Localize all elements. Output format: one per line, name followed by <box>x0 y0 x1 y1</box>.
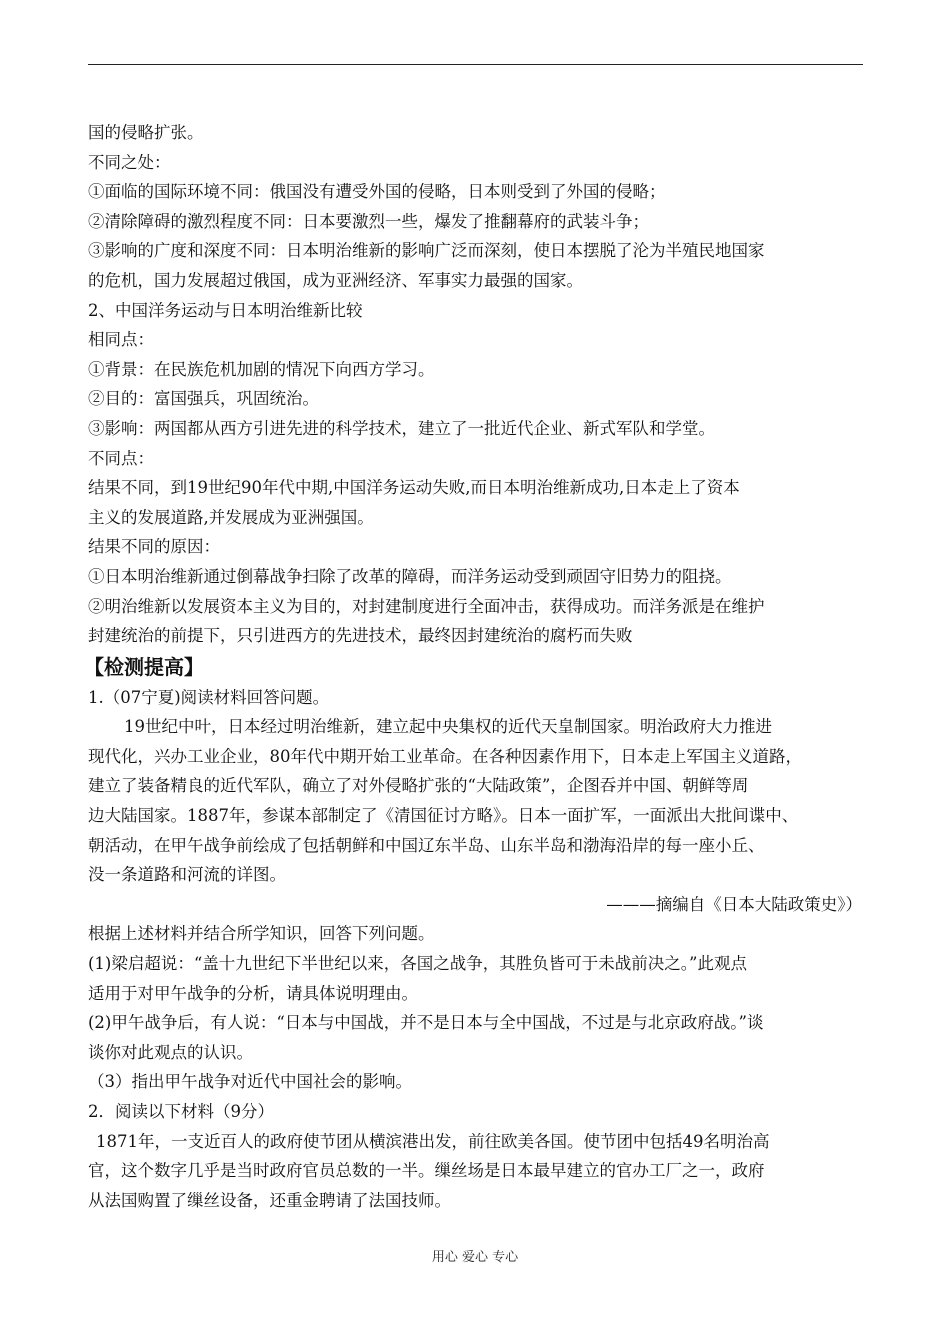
text-line: ②目的：富国强兵，巩固统治。 <box>88 389 319 409</box>
page-footer: 用心 爱心 专心 <box>431 1250 519 1265</box>
sub-question-3: （3）指出甲午战争对近代中国社会的影响。 <box>88 1072 412 1092</box>
text-line: 结果不同的原因： <box>88 537 220 557</box>
section-heading: 【检测提高】 <box>84 654 204 679</box>
passage-line: 没一条道路和河流的详图。 <box>88 865 286 885</box>
passage-line: 边大陆国家。1887年，参谋本部制定了《清国征讨方略》。日本一面扩军，一面派出大批间谍中、 <box>88 806 799 826</box>
question-1-title: 1.（07宁夏)阅读材料回答问题。 <box>88 687 330 707</box>
passage-line: 官，这个数字几乎是当时政府官员总数的一半。缫丝场是日本最早建立的官办工厂之一，政府 <box>88 1161 765 1181</box>
text-line: ①面临的国际环境不同：俄国没有遭受外国的侵略，日本则受到了外国的侵略； <box>88 182 666 202</box>
text-line: ②明治维新以发展资本主义为目的，对封建制度进行全面冲击，获得成功。而洋务派是在维护 <box>88 596 765 616</box>
text-line: ②清除障碍的激烈程度不同：日本要激烈一些，爆发了推翻幕府的武装斗争； <box>88 211 649 231</box>
passage-line: 1871年，一支近百人的政府使节团从横滨港出发，前往欧美各国。使节团中包括49名明治高 <box>96 1131 770 1151</box>
sub-question-2: (2)甲午战争后，有人说：“日本与中国战，并不是日本与全中国战，不过是与北京政府战。”谈 <box>88 1013 764 1033</box>
text-line: 的危机，国力发展超过俄国，成为亚洲经济、军事实力最强的国家。 <box>88 270 583 290</box>
passage-line: 现代化，兴办工业企业，80年代中期开始工业革命。在各种因素作用下，日本走上军国主义道路， <box>88 746 802 766</box>
text-line: 不同之处： <box>88 152 171 172</box>
sub-question-1: (1)梁启超说：“盖十九世纪下半世纪以来，各国之战争，其胜负皆可于未战前决之。”此观点 <box>88 954 747 974</box>
source-citation: ———摘编自《日本大陆政策史》） <box>606 894 862 914</box>
passage-line: 建立了装备精良的近代军队，确立了对外侵略扩张的“大陆政策”，企图吞并中国、朝鲜等周 <box>88 776 749 796</box>
sub-question-1-cont: 适用于对甲午战争的分析，请具体说明理由。 <box>88 983 418 1003</box>
passage-line: 从法国购置了缫丝设备，还重金聘请了法国技师。 <box>88 1190 451 1210</box>
text-line: ③影响：两国都从西方引进先进的科学技术，建立了一批近代企业、新式军队和学堂。 <box>88 418 715 438</box>
text-line: 国的侵略扩张。 <box>88 123 204 142</box>
passage-line: 朝活动，在甲午战争前绘成了包括朝鲜和中国辽东半岛、山东半岛和渤海沿岸的每一座小丘、 <box>88 835 765 855</box>
question-2-title: 2．阅读以下材料（9分） <box>88 1102 274 1121</box>
sub-question-2-cont: 谈你对此观点的认识。 <box>88 1042 253 1062</box>
header-rule <box>88 64 863 65</box>
text-line: ①背景：在民族危机加剧的情况下向西方学习。 <box>88 359 435 379</box>
text-line: 2、中国洋务运动与日本明治维新比较 <box>88 300 363 320</box>
text-line: 不同点： <box>88 448 154 468</box>
text-line: 相同点： <box>88 330 154 350</box>
text-line: 主义的发展道路,并发展成为亚洲强国。 <box>88 507 374 527</box>
text-line: 封建统治的前提下，只引进西方的先进技术，最终因封建统治的腐朽而失败 <box>88 626 633 646</box>
text-line: ③影响的广度和深度不同：日本明治维新的影响广泛而深刻，使日本摆脱了沦为半殖民地国家 <box>88 241 765 261</box>
text-line: ①日本明治维新通过倒幕战争扫除了改革的障碍，而洋务运动受到顽固守旧势力的阻挠。 <box>88 566 732 586</box>
passage-line: 19世纪中叶，日本经过明治维新，建立起中央集权的近代天皇制国家。明治政府大力推进 <box>124 717 772 737</box>
document-body <box>84 118 870 1215</box>
question-prompt: 根据上述材料并结合所学知识，回答下列问题。 <box>88 924 435 944</box>
text-line: 结果不同，到19世纪90年代中期,中国洋务运动失败,而日本明治维新成功,日本走上了资本 <box>88 478 740 498</box>
